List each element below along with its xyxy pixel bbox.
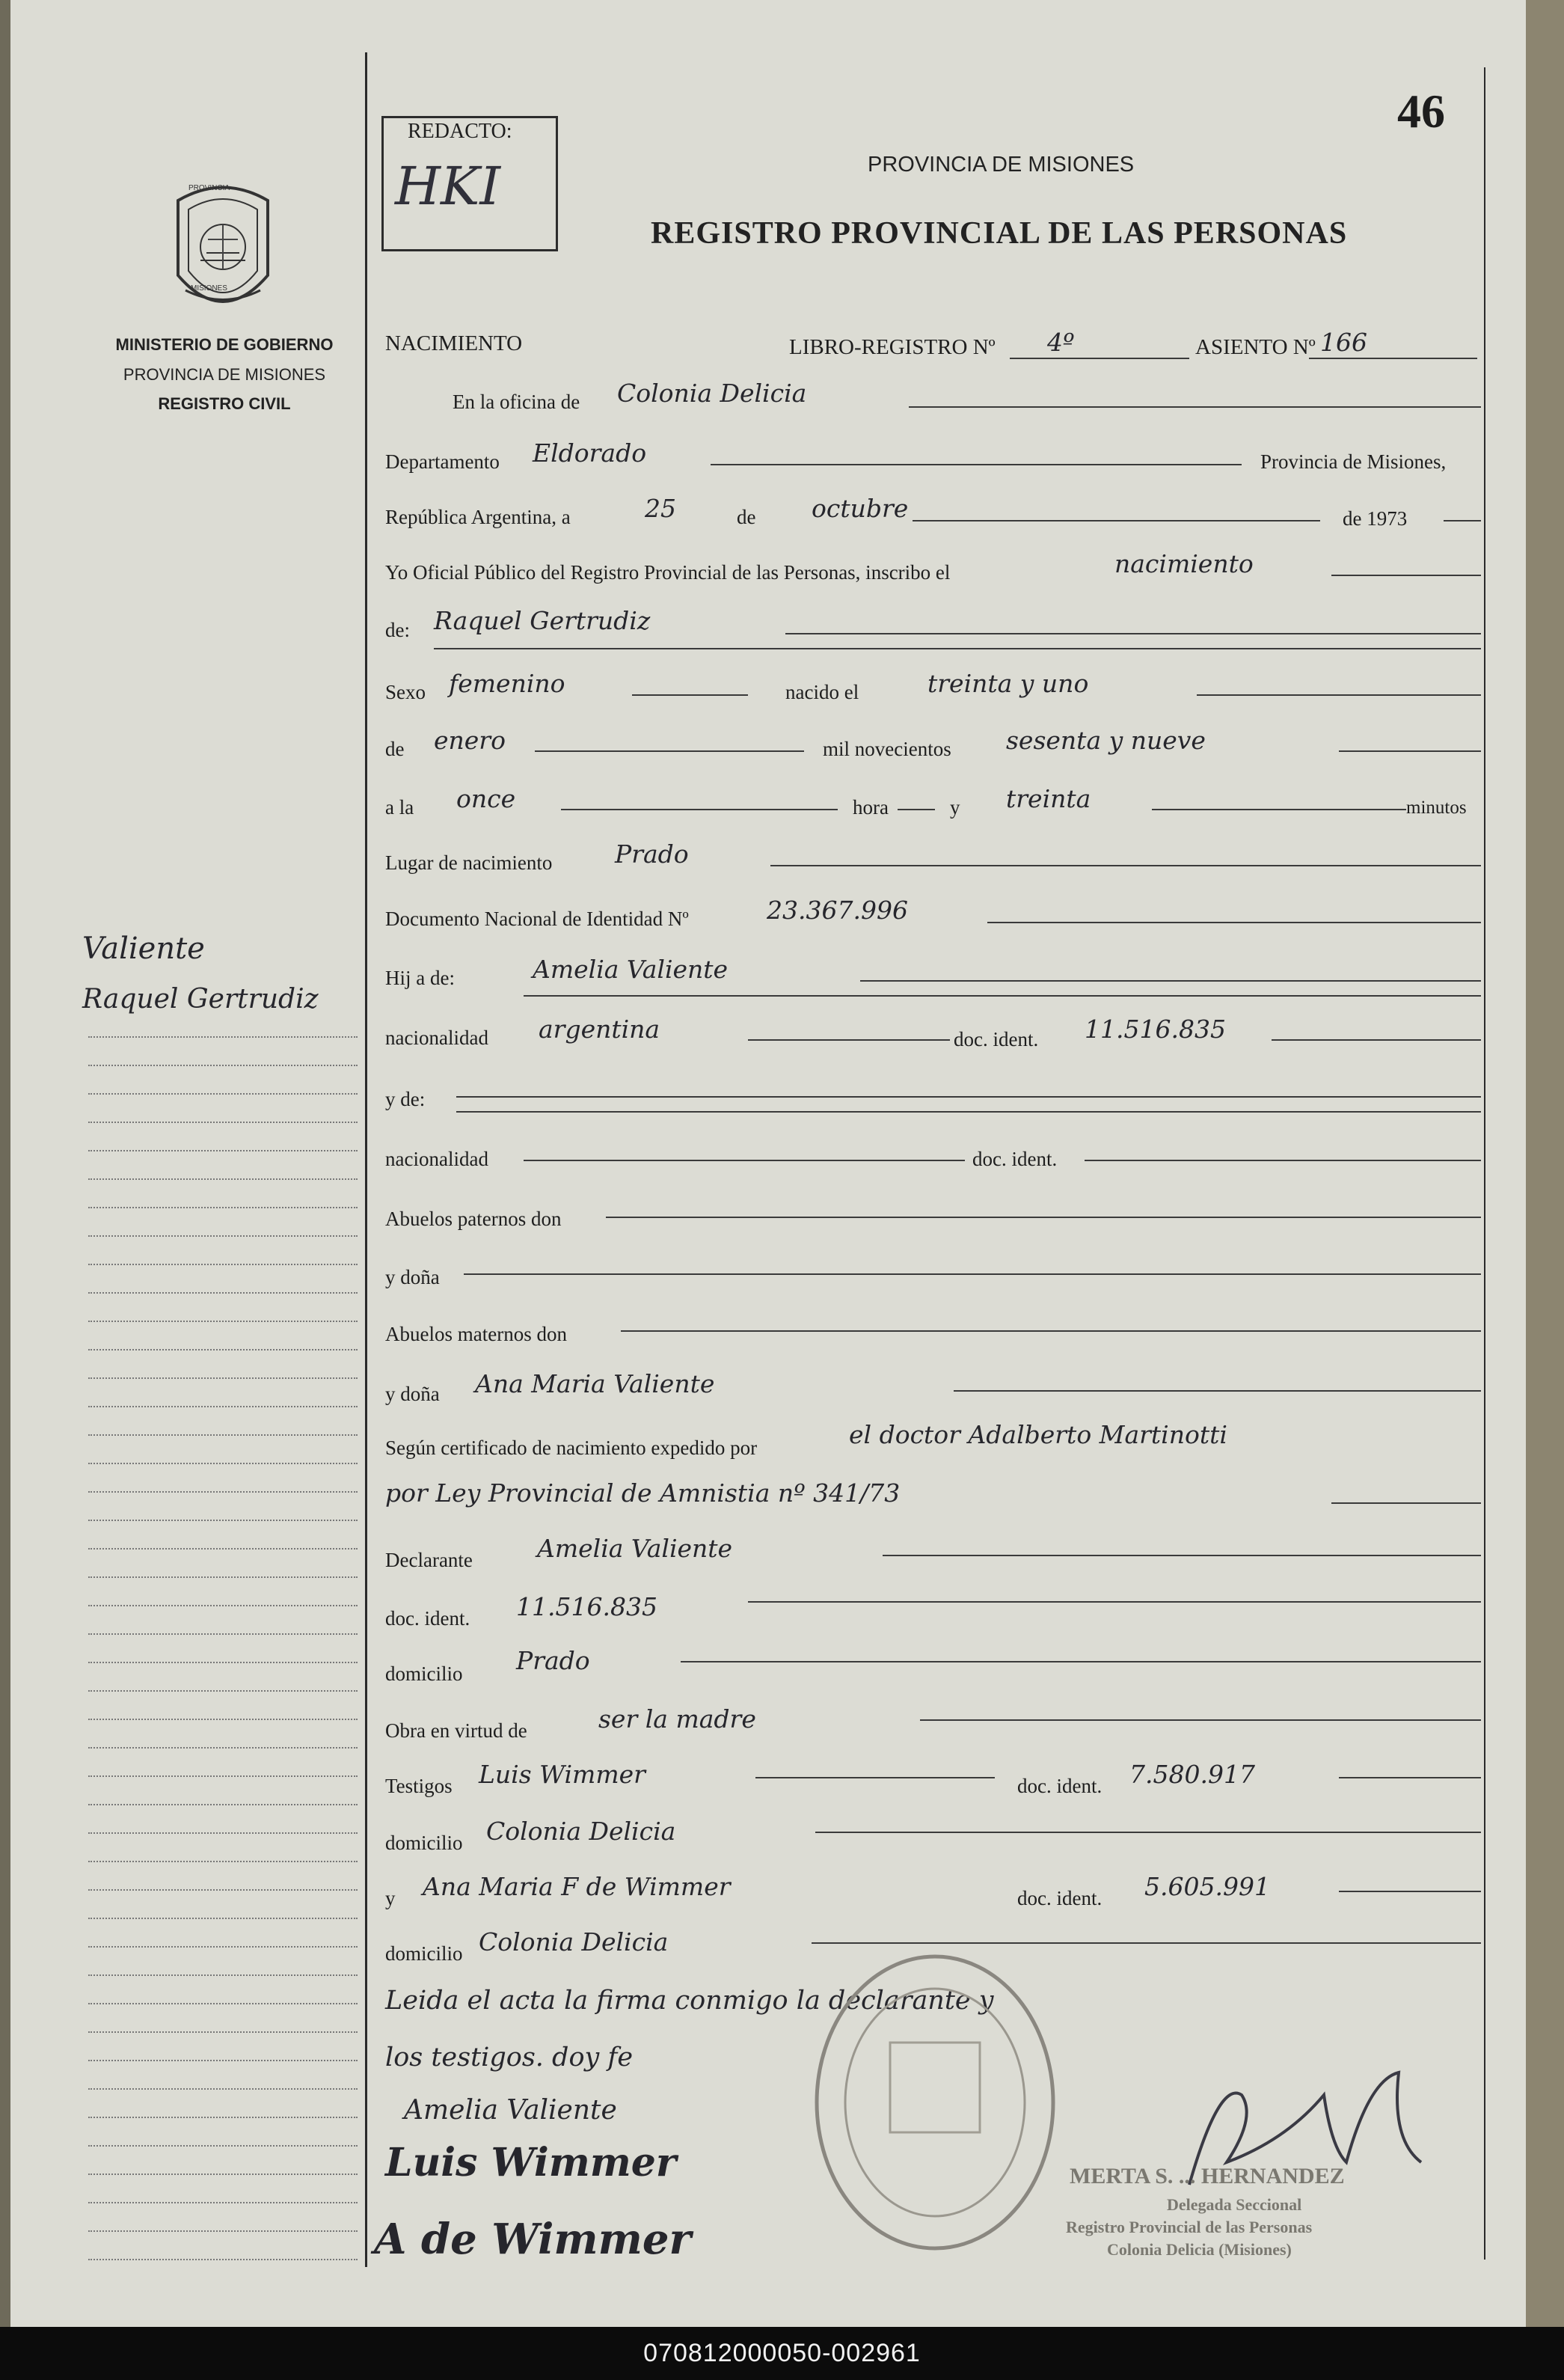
rule xyxy=(920,1719,1481,1721)
lugar-label: Lugar de nacimiento xyxy=(385,851,553,874)
rule xyxy=(1085,1160,1481,1161)
margin-dotted-line xyxy=(88,1321,358,1322)
asiento-value: 166 xyxy=(1320,328,1367,357)
a-la-label: a la xyxy=(385,796,414,819)
rule xyxy=(1272,1039,1481,1041)
obra-value: ser la madre xyxy=(598,1704,756,1734)
margin-dotted-line xyxy=(88,1861,358,1862)
margin-dotted-line xyxy=(88,1946,358,1948)
testigo1-value: Luis Wimmer xyxy=(479,1760,645,1789)
rule xyxy=(535,750,804,752)
dia-nac-value: treinta y uno xyxy=(927,669,1089,698)
testigo2-value: Ana Maria F de Wimmer xyxy=(423,1872,731,1901)
margin-rule xyxy=(365,52,367,2267)
abuela-materna-value: Ana Maria Valiente xyxy=(475,1369,715,1398)
margin-note-name: Raquel Gertrudiz xyxy=(82,984,319,1015)
margin-dotted-line xyxy=(88,1605,358,1606)
rule xyxy=(456,1096,1481,1098)
margin-dotted-line xyxy=(88,1377,358,1379)
margin-dotted-line xyxy=(88,1491,358,1493)
y2-label: y xyxy=(385,1887,396,1909)
rule xyxy=(770,865,1481,866)
rule xyxy=(632,694,748,696)
declarante-value: Amelia Valiente xyxy=(537,1534,733,1563)
margin-dotted-line xyxy=(88,1349,358,1350)
obra-label: Obra en virtud de xyxy=(385,1719,527,1742)
margin-dotted-line xyxy=(88,2088,358,2090)
doc3-value: 11.516.835 xyxy=(516,1592,657,1621)
record-type: NACIMIENTO xyxy=(385,331,523,355)
departamento-label: Departamento xyxy=(385,450,500,473)
rule xyxy=(883,1555,1481,1556)
rule xyxy=(785,633,1481,634)
anio-label: de 1973 xyxy=(1343,507,1408,530)
margin-dotted-line xyxy=(88,1918,358,1919)
margin-dotted-line xyxy=(88,1719,358,1720)
domicilio-value: Prado xyxy=(516,1646,590,1675)
margin-dotted-line xyxy=(88,1065,358,1066)
departamento-value: Eldorado xyxy=(533,438,647,468)
minutos-value: treinta xyxy=(1006,784,1091,813)
doc-ident2-label: doc. ident. xyxy=(972,1148,1058,1170)
y-label: y xyxy=(950,796,960,819)
certificado-label: Según certificado de nacimiento expedido por xyxy=(385,1437,758,1459)
closing-line1: Leida el acta la firma conmigo la declarante y xyxy=(385,1986,994,2016)
declarante-label: Declarante xyxy=(385,1549,473,1571)
rule xyxy=(621,1330,1481,1332)
rule xyxy=(812,1942,1481,1944)
dia-value: 25 xyxy=(645,494,676,523)
rule xyxy=(524,1160,965,1161)
emblem-top-text: PROVINCIA xyxy=(188,184,230,192)
y-dona-label: y doña xyxy=(385,1266,440,1288)
doc-ident3-label: doc. ident. xyxy=(385,1607,470,1630)
closing-line2: los testigos. doy fe xyxy=(385,2043,634,2072)
doc-ident-label: doc. ident. xyxy=(954,1028,1039,1050)
nacionalidad-value: argentina xyxy=(539,1015,660,1044)
margin-dotted-line xyxy=(88,1775,358,1777)
de-colon-label: de: xyxy=(385,619,410,641)
margin-dotted-line xyxy=(88,2060,358,2061)
margin-dotted-line xyxy=(88,2230,358,2232)
margin-dotted-line xyxy=(88,2145,358,2147)
testigos-label: Testigos xyxy=(385,1775,453,1797)
dni-value: 23.367.996 xyxy=(767,896,908,925)
rule xyxy=(1339,1891,1481,1892)
de-label: de xyxy=(737,506,756,528)
libro-label: LIBRO-REGISTRO Nº xyxy=(789,335,996,359)
doc5-value: 5.605.991 xyxy=(1144,1872,1270,1901)
rule xyxy=(456,1111,1481,1113)
doc-ident5-label: doc. ident. xyxy=(1017,1887,1103,1909)
margin-dotted-line xyxy=(88,1264,358,1265)
domicilio3-label: domicilio xyxy=(385,1942,463,1965)
hora-value: once xyxy=(456,784,516,813)
margin-dotted-line xyxy=(88,1832,358,1834)
certificado-value: el doctor Adalberto Martinotti xyxy=(849,1420,1227,1449)
page-number: 46 xyxy=(1397,85,1445,138)
margin-dotted-line xyxy=(88,1178,358,1180)
official-signature-icon xyxy=(1174,2050,1459,2215)
rule xyxy=(1152,809,1406,810)
mes-nac-value: enero xyxy=(434,726,506,755)
book-edge xyxy=(1526,0,1564,2327)
margin-dotted-line xyxy=(88,1292,358,1294)
margin-dotted-line xyxy=(88,1093,358,1095)
mil-label: mil novecientos xyxy=(823,738,951,760)
margin-dotted-line xyxy=(88,1747,358,1749)
rule xyxy=(464,1273,1481,1275)
doc4-value: 7.580.917 xyxy=(1129,1760,1255,1789)
margin-note-surname: Valiente xyxy=(82,931,205,966)
y-dona2-label: y doña xyxy=(385,1383,440,1405)
margin-dotted-line xyxy=(88,2259,358,2260)
rule xyxy=(606,1217,1481,1218)
ministry-line1: MINISTERIO DE GOBIERNO xyxy=(115,335,334,354)
header-registry: REGISTRO PROVINCIAL DE LAS PERSONAS xyxy=(651,216,1348,251)
rule xyxy=(913,520,1320,521)
oficina-label: En la oficina de xyxy=(453,391,580,413)
margin-dotted-line xyxy=(88,1690,358,1692)
oficial-value: nacimiento xyxy=(1114,549,1254,578)
stamp-place: Colonia Delicia (Misiones) xyxy=(1107,2240,1292,2259)
rule xyxy=(954,1390,1481,1392)
dni-label: Documento Nacional de Identidad Nº xyxy=(385,908,689,930)
minutos-label: minutos xyxy=(1406,798,1467,818)
margin-dotted-line xyxy=(88,1463,358,1464)
rule xyxy=(1331,1502,1481,1504)
libro-value: 4º xyxy=(1047,328,1075,357)
rule xyxy=(1197,694,1481,696)
margin-dotted-line xyxy=(88,1633,358,1635)
oficial-text: Yo Oficial Público del Registro Provincial de las Personas, inscribo el xyxy=(385,561,951,584)
province-emblem-icon xyxy=(163,178,283,328)
asiento-label: ASIENTO Nº xyxy=(1195,335,1316,359)
rule xyxy=(860,980,1481,982)
margin-dotted-line xyxy=(88,2003,358,2004)
abuelos-maternos-label: Abuelos maternos don xyxy=(385,1323,567,1345)
rule xyxy=(1339,750,1481,752)
rule xyxy=(524,995,1481,997)
margin-dotted-line xyxy=(88,1235,358,1237)
hora-label: hora xyxy=(853,796,889,819)
right-rule xyxy=(1484,67,1485,2260)
nombre-value: Raquel Gertrudiz xyxy=(434,606,651,635)
margin-dotted-line xyxy=(88,2117,358,2118)
margin-dotted-line xyxy=(88,1576,358,1578)
stamp-role: Delegada Seccional xyxy=(1167,2195,1302,2214)
sexo-label: Sexo xyxy=(385,681,426,703)
signature-declarante: Amelia Valiente xyxy=(404,2095,617,2126)
rule xyxy=(434,648,1481,649)
rule xyxy=(748,1039,950,1041)
mes-value: octubre xyxy=(812,494,909,523)
header-province: PROVINCIA DE MISIONES xyxy=(868,153,1135,177)
emblem-bottom-text: MISIONES xyxy=(191,284,227,293)
domicilio3-value: Colonia Delicia xyxy=(479,1927,669,1957)
abuelos-paternos-label: Abuelos paternos don xyxy=(385,1208,562,1230)
rule xyxy=(681,1661,1481,1662)
rule xyxy=(748,1601,1481,1603)
domicilio2-value: Colonia Delicia xyxy=(486,1817,676,1846)
margin-dotted-line xyxy=(88,1804,358,1805)
rule xyxy=(987,922,1481,923)
nacionalidad-label: nacionalidad xyxy=(385,1027,488,1049)
madre-value: Amelia Valiente xyxy=(533,955,729,984)
margin-dotted-line xyxy=(88,1520,358,1521)
stamp-name: MERTA S. ... HERNANDEZ xyxy=(1070,2164,1345,2188)
signature-testigo1: Luis Wimmer xyxy=(385,2140,677,2185)
rule xyxy=(755,1777,995,1778)
rule xyxy=(909,406,1481,408)
rule xyxy=(1339,1777,1481,1778)
oficina-value: Colonia Delicia xyxy=(617,379,807,408)
rule xyxy=(815,1832,1481,1833)
margin-dotted-line xyxy=(88,1150,358,1151)
hija-label: Hij a de: xyxy=(385,967,455,989)
margin-dotted-line xyxy=(88,1662,358,1663)
rule xyxy=(711,464,1242,465)
redacto-label: REDACTO: xyxy=(408,120,512,143)
rule xyxy=(1331,575,1481,576)
margin-dotted-line xyxy=(88,1889,358,1891)
rule xyxy=(561,809,838,810)
doc-ident4-label: doc. ident. xyxy=(1017,1775,1103,1797)
y-de-label: y de: xyxy=(385,1088,426,1110)
nacionalidad2-label: nacionalidad xyxy=(385,1148,488,1170)
rule xyxy=(898,809,935,810)
sexo-value: femenino xyxy=(449,669,565,698)
ministry-line2: PROVINCIA DE MISIONES xyxy=(123,365,326,384)
domicilio2-label: domicilio xyxy=(385,1832,463,1854)
stamp-org: Registro Provincial de las Personas xyxy=(1066,2218,1313,2236)
margin-dotted-line xyxy=(88,1974,358,1976)
margin-dotted-line xyxy=(88,1036,358,1038)
doc1-value: 11.516.835 xyxy=(1085,1015,1226,1044)
redacto-initials: HKI xyxy=(395,156,500,217)
rule xyxy=(1309,358,1477,359)
signature-testigo2: A de Wimmer xyxy=(374,2215,692,2264)
republica-label: República Argentina, a xyxy=(385,506,571,528)
de-mes-label: de xyxy=(385,738,405,760)
margin-dotted-line xyxy=(88,1207,358,1208)
rule xyxy=(1010,358,1189,359)
rule xyxy=(1444,520,1481,521)
margin-dotted-line xyxy=(88,1548,358,1550)
footer-id: 070812000050-002961 xyxy=(0,2327,1564,2380)
margin-dotted-line xyxy=(88,1406,358,1407)
domicilio-label: domicilio xyxy=(385,1662,463,1685)
margin-dotted-line xyxy=(88,2173,358,2175)
lugar-value: Prado xyxy=(615,839,689,869)
ministry-line3: REGISTRO CIVIL xyxy=(158,394,291,413)
nacido-label: nacido el xyxy=(785,681,859,703)
ley-value: por Ley Provincial de Amnistia nº 341/73 xyxy=(385,1478,901,1508)
margin-dotted-line xyxy=(88,1122,358,1123)
margin-dotted-line xyxy=(88,1434,358,1436)
official-seal-icon xyxy=(808,1945,1062,2260)
anio-nac-value: sesenta y nueve xyxy=(1006,726,1206,755)
margin-dotted-line xyxy=(88,2031,358,2033)
margin-dotted-line xyxy=(88,2202,358,2203)
provincia-label: Provincia de Misiones, xyxy=(1260,450,1447,473)
